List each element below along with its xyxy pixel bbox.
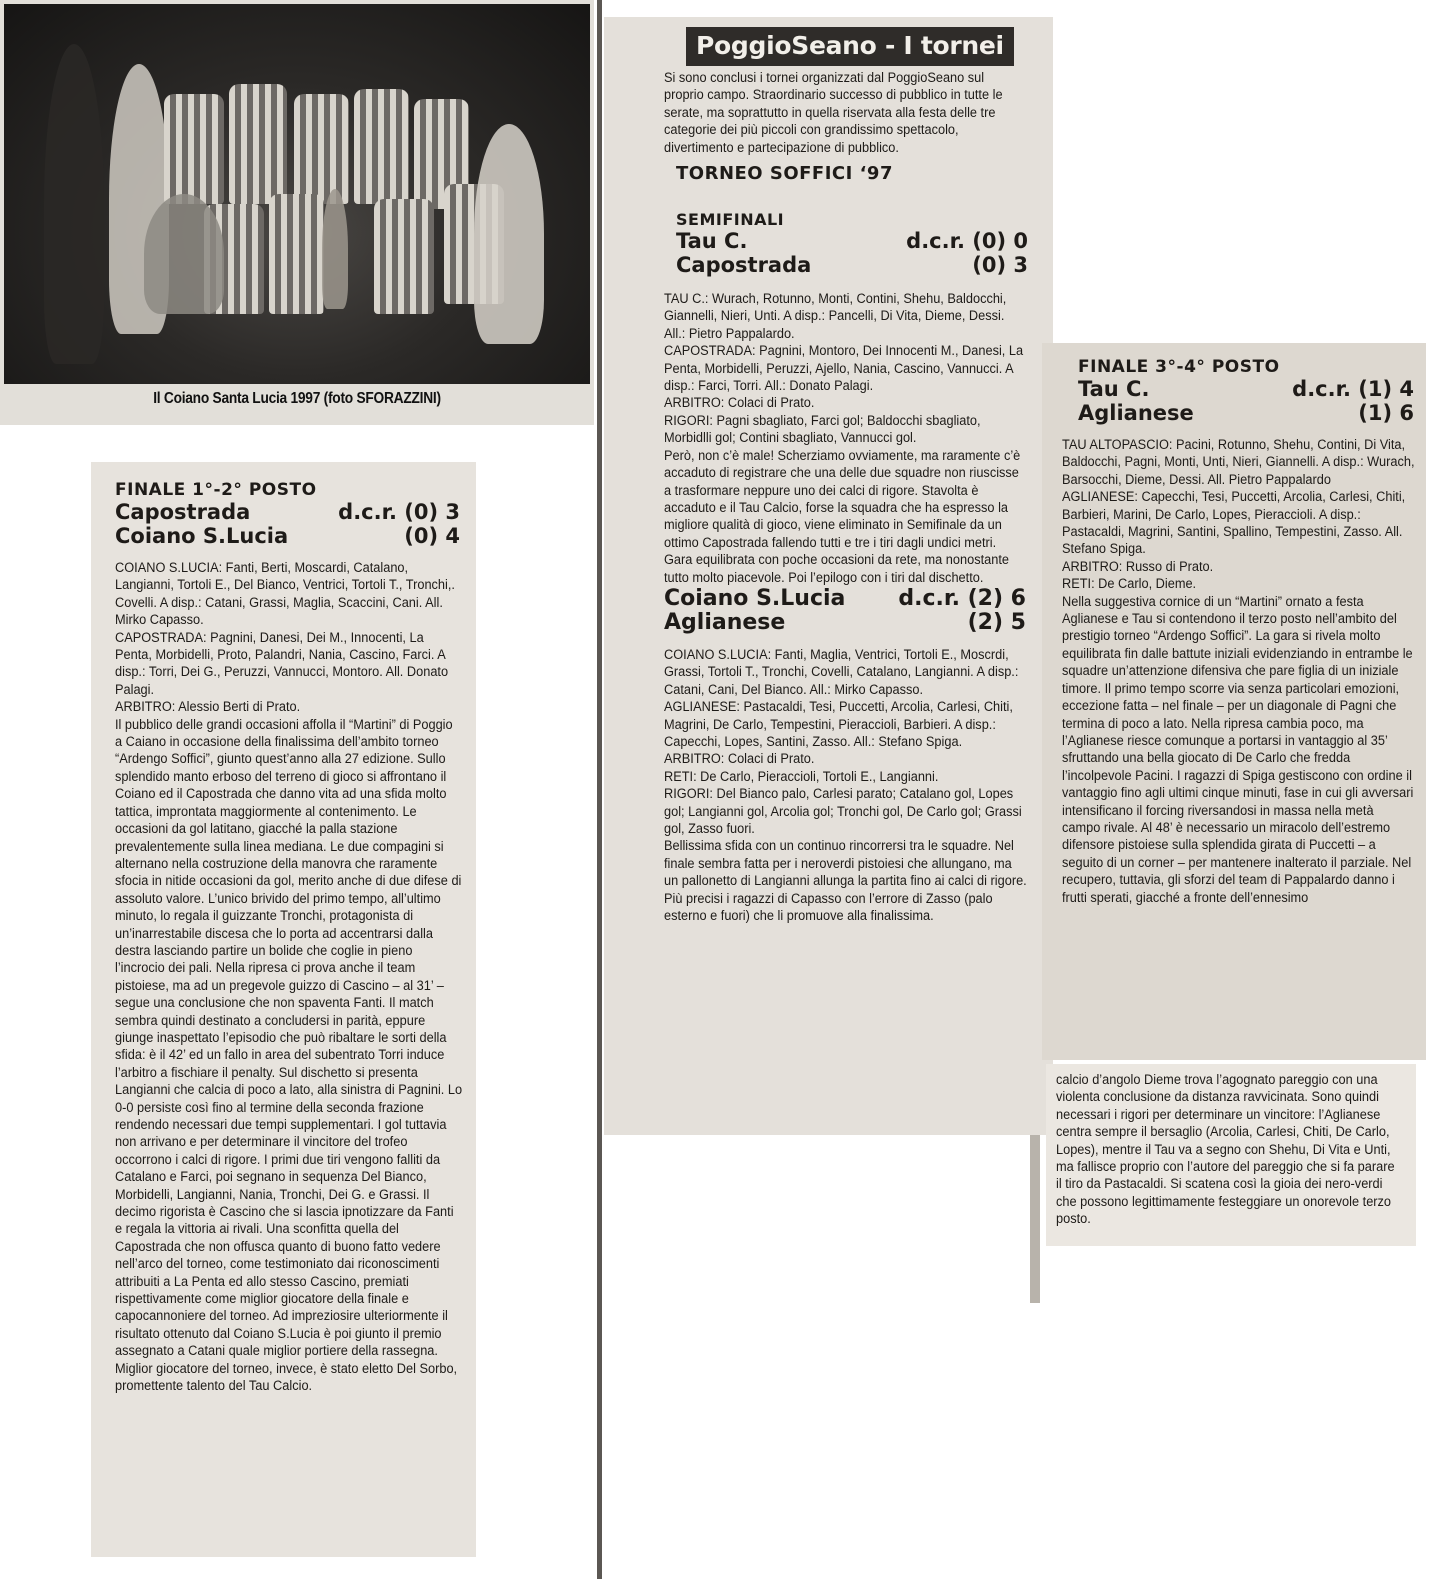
photo-figure	[374, 199, 434, 314]
photo-figure	[44, 44, 104, 364]
team-score: (0) 4	[404, 524, 460, 548]
final-1-2-score-b	[115, 524, 460, 548]
match-report: Nella suggestiva cornice di un “Martini” ornato a festa Aglianese e Tau si contendono il terzo posto nell’ambito del prestigio torneo “Ardengo Soffici”. La gara si rivela molto equilibrata fin dalle battute iniziali evidenziando in entrambe le squadre un’attenzione difensiva che pare figlia di un iniziale timore. Il primo tempo scorre via senza particolari emozioni, eccezione fatta – nel finale – per un diagonale di Pagni che termina di poco a lato. Nella ripresa cambia poco, ma l’Aglianese riesce comunque a portarsi in vantaggio al 35’ sfruttando una bella giocato di De Carlo che fredda l’incolpevole Pacini. I ragazzi di Spiga gestiscono con ordine il vantaggio fino agli ultimi cinque minuti, fase in cui gli avversari intensificano il forcing riversandosi in massa nella metà campo rivale. Al 48’ è necessario un miracolo dell’estremo difensore pistoiese sulla splendida girata di Puccetti – a seguito di un corner – per mantenere inalterato il parziale. Nel recupero, tuttavia, gli sforzi del team di Pappalardo danno i frutti sperati, giacché a fronte dell’ennesimo	[1062, 593, 1414, 906]
trophy	[322, 189, 348, 309]
banner	[686, 27, 1037, 66]
scan-edge	[1030, 1135, 1040, 1303]
penalties: RIGORI: Del Bianco palo, Carlesi parato; Catalano gol, Lopes gol; Langianni gol, Arcolia gol; Tronchi gol, De Carlo gol; Grassi gol, Zasso fuori.	[664, 786, 1022, 837]
team-score: (0) 3	[972, 253, 1028, 278]
lineup-capostrada: CAPOSTRADA: Pagnini, Montoro, Dei Innocenti M., Danesi, La Penta, Morbidelli, Peruzzi, Ajello, Nania, Cascino, Vannucci. A disp.: Farci, Torri. All.: Donato Palagi.	[664, 343, 1024, 395]
final-3-4-continuation-clipping	[1046, 1064, 1416, 1246]
photo-figure	[164, 94, 224, 204]
team-photo	[4, 4, 590, 384]
goals: RETI: De Carlo, Dieme.	[1062, 576, 1197, 593]
match-report: Però, non c’è male! Scherziamo ovviamente, ma raramente c’è accaduto di registrare che una delle due squadre non riuscisse a trasformare neppure uno dei calci di rigore. Stavolta è accaduto e il Tau Calcio, forse la squadra che ha espresso la migliore qualità di gioco, viene eliminato in Semifinale da un ottimo Capostrada fallendo tutti e tre i tiri dagli undici metri. Gara equilibrata con poche occasioni da rete, ma nonostante tutto molto piacevole. Poi l’epilogo con i tiri dal dischetto.	[664, 447, 1021, 586]
semi-1-score-a	[676, 229, 1028, 253]
match-report: Il pubblico delle grandi occasioni affolla il “Martini” di Poggio a Caiano in occasione della finalissima dell’ambito torneo “Ardengo Soffici”, giunto quest’anno alla 27 edizione. Sullo splendido manto erboso del terreno di gioco si affrontano il Coiano ed il Capostrada che danno vita ad una sfida molto tattica, improntata maggiormente al contenimento. Le occasioni da gol latitano, giacché la palla stazione prevalentemente sulla linea mediana. Le due compagini si alternano nella costruzione della manovra che raramente sfocia in nitide occasioni da gol, merito anche di due difese di assoluto valore. L’unico brivido del primo tempo, all’ultimo minuto, lo regala il guizzante Tronchi, protagonista di un’inarrestabile discesa che lo porta ad accentrarsi dalla destra lasciando partire un bolide che coglie in pieno l’incrocio dei pali. Nella ripresa ci prova anche il team pistoiese, ma ad un pregevole guizzo di Cascino – al 31’ – segue una conclusione che non spaventa Fanti. Il match sembra quindi destinato a concludersi in parità, eppure giunge inaspettato l’episodio che può ribaltare le sorti della sfida: è il 42’ ed un fallo in area del subentrato Torri induce l’arbitro a fischiare il penalty. Sul dischetto si presenta Langianni che calcia di poco a lato, alla sinistra di Pagnini. Lo 0-0 persiste così fino al termine della seconda frazione rendendo necessari due tempi supplementari. I gol tuttavia non arrivano e per determinare il vincitore del trofeo occorrono i calci di rigore. I primi due tiri vengono falliti da Catalano e Farci, poi segnano in sequenza Del Bianco, Morbidelli, Langianni, Nania, Tronchi, Dei G. e Grassi. Il decimo rigorista è Cascino che si lascia ipnotizzare da Fanti e regala la vittoria ai rivali. Una sconfitta quella del Capostrada che non offusca quanto di buono fatto vedere nell’arco del torneo, come testimoniato dai riconoscimenti attribuiti a La Penta ed allo stesso Cascino, premiati rispettivamente come miglior giocatore della finale e capocannoniere del torneo. Ad impreziosire ulteriormente il risultato ottenuto dal Coiano S.Lucia è poi giunto il premio assegnato a Catani quale miglior portiere della rassegna. Miglior giocatore del torneo, invece, è stato eletto Del Sorbo, promettente talento del Tau Calcio.	[115, 716, 463, 1395]
final-3-4-score-a	[1078, 377, 1414, 401]
intro-text: Si sono conclusi i tornei organizzati dal PoggioSeano sul proprio campo. Straordinario successo di pubblico in tutte le serate, ma soprattutto in quella riservata alla festa delle tre categorie dei più piccoli con grandissimo spettacolo, divertimento e partecipazione di pubblico.	[664, 70, 1003, 156]
goals: RETI: De Carlo, Pieraccioli, Tortoli E., Langianni.	[664, 768, 939, 785]
lineup-capostrada: CAPOSTRADA: Pagnini, Danesi, Dei M., Innocenti, La Penta, Morbidelli, Proto, Palandri, Nania, Cascino, Farci. A disp.: Torri, Dei G., Peruzzi, Vannucci, Montoro. All. Donato Palagi.	[115, 629, 449, 698]
team-score: d.c.r. (2) 6	[898, 585, 1026, 611]
team-score: d.c.r. (0) 0	[906, 229, 1028, 254]
lineup-aglianese: AGLIANESE: Capecchi, Tesi, Puccetti, Arcolia, Carlesi, Chiti, Barbieri, Marini, De Carlo, Lopes, Pieraccioli. A disp.: Pastacaldi, Magrini, Santini, Spallino, Tempestini, Zasso. All. Stefano Spiga.	[1062, 489, 1406, 558]
final-1-2-heading: FINALE 1°-2° POSTO	[115, 480, 317, 500]
photo-figure	[229, 84, 287, 204]
lineup-aglianese: AGLIANESE: Pastacaldi, Tesi, Puccetti, Arcolia, Carlesi, Chiti, Magrini, De Carlo, Tempestini, Pieracciolі, Barbieri. A disp.: Capecchi, Lopes, Santini, Zasso. All.: Stefano Spiga.	[664, 699, 1013, 750]
final-3-4-clipping	[1042, 343, 1426, 1060]
photo-caption: Il Coiano Santa Lucia 1997 (foto SFORAZZINI)	[153, 390, 441, 407]
team-name: Tau C.	[1078, 377, 1150, 401]
match-report: Bellissima sfida con un continuo rincorrersi tra le squadre. Nel finale sembra fatta per i neroverdi pistoiesi che allungano, ma un pallonetto di Langianni allunga la partita fino ai calci di rigore. Più precisi i ragazzi di Capasso con l’errore di Zasso (palo esterno e fuori) che li promuove alla finalissima.	[664, 838, 1027, 925]
semi-2-score-b	[664, 611, 1026, 635]
lineup-tau: TAU C.: Wurach, Rotunno, Monti, Contini, Shehu, Baldocchi, Giannelli, Nieri, Unti. A disp.: Pancelli, Di Vita, Dieme, Dessi. All.: Pietro Pappalardo.	[664, 291, 1007, 342]
tournament-title: TORNEO SOFFICI ‘97	[676, 163, 893, 185]
match-report-continued: calcio d’angolo Dieme trova l’agognato pareggio con una violenta conclusione da distanza ravvicinata. Sono quindi necessari i rigori per determinare un vincitore: l’Aglianese centra sempre il bersaglio (Arcolia, Carlesi, Chiti, De Carlo, Lopes), mentre il Tau va a segno con Shehu, Di Vita e Unti, ma fallisce proprio con l’autore del pareggio che si fa parare il tiro da Pastacaldi. Si scatena così la gioia dei nero-verdi che possono legittimamente festeggiare un onorevole terzo posto.	[1056, 1072, 1395, 1228]
photo-figure	[474, 124, 544, 344]
team-name: Aglianese	[664, 609, 786, 635]
final-3-4-heading: FINALE 3°-4° POSTO	[1078, 357, 1280, 377]
final-1-2-clipping	[91, 462, 476, 1557]
banner-title: PoggioSeano - I tornei	[686, 27, 1014, 66]
referee: ARBITRO: Colaci di Prato.	[664, 395, 815, 412]
team-name: Capostrada	[115, 500, 251, 524]
referee: ARBITRO: Alessio Berti di Prato.	[115, 699, 301, 716]
semi-2-score-a	[664, 587, 1026, 611]
team-name: Aglianese	[1078, 401, 1194, 425]
team-score: (2) 5	[967, 609, 1026, 635]
photo-figure	[294, 94, 349, 204]
semifinals-heading: SEMIFINALI	[676, 210, 785, 230]
photo-figure	[354, 89, 409, 204]
referee: ARBITRO: Russo di Prato.	[1062, 558, 1214, 575]
photo-figure	[144, 194, 224, 314]
team-name: Coiano S.Lucia	[115, 524, 289, 548]
team-score: d.c.r. (0) 3	[338, 500, 460, 524]
photo-figure	[269, 194, 324, 314]
lineup-coiano: COIANO S.LUCIA: Fanti, Maglia, Ventrici, Tortoli E., Moscrdi, Grassi, Tortoli T., Tronchi, Covelli, Catalano, Langianni. A disp.: Catani, Cani, Del Bianco. All.: Mirko Capasso.	[664, 646, 1019, 698]
lineup-coiano: COIANO S.LUCIA: Fanti, Berti, Moscardi, Catalano, Langianni, Tortoli E., Del Bianco, Ventrici, Tortoli T., Tronchi,. Covelli. A disp.: Catani, Grassi, Maglia, Scaccini, Cani. All. Mirko Capasso.	[115, 560, 455, 629]
team-score: (1) 6	[1358, 401, 1414, 425]
final-1-2-score-a	[115, 500, 460, 524]
team-name: Capostrada	[676, 253, 812, 278]
team-name: Coiano S.Lucia	[664, 585, 846, 611]
penalties: RIGORI: Pagni sbagliato, Farci gol; Baldocchi sbagliato, Morbidlli gol; Contini sbagliato, Vannucci gol.	[664, 412, 981, 447]
semi-1-score-b	[676, 253, 1028, 277]
semifinals-clipping	[604, 17, 1053, 1135]
referee: ARBITRO: Colaci di Prato.	[664, 751, 815, 768]
team-score: d.c.r. (1) 4	[1292, 377, 1414, 401]
team-name: Tau C.	[676, 229, 748, 254]
team-photo-clipping	[0, 0, 594, 425]
lineup-tau: TAU ALTOPASCIO: Pacini, Rotunno, Shehu, Contini, Di Vita, Baldocchi, Pagni, Monti, Unti, Nieri, Giannelli. A disp.: Wurach, Barsocchi, Dieme, Dessi. All. Pietro Pappalardo	[1062, 437, 1415, 488]
final-3-4-score-b	[1078, 401, 1414, 425]
scan-edge	[597, 0, 602, 1579]
